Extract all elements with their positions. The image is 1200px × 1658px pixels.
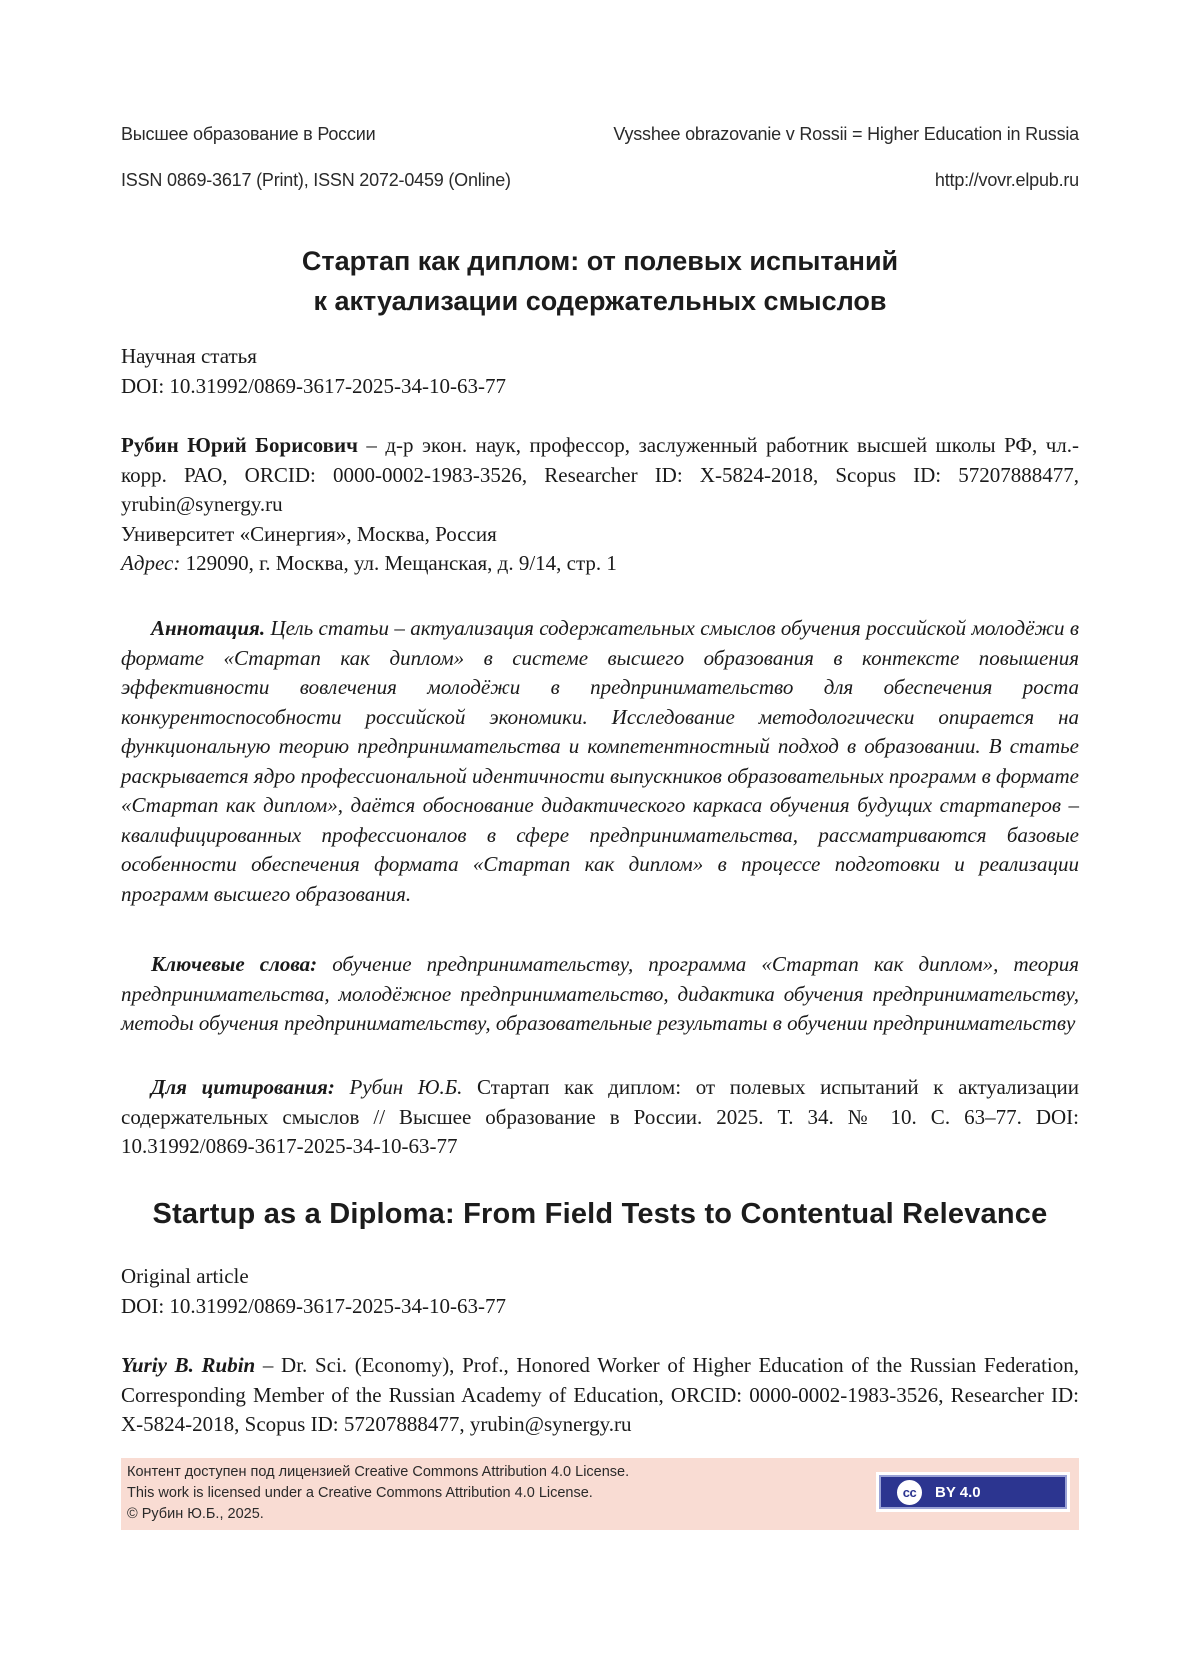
title-ru-line-1: Стартап как диплом: от полевых испытаний (301, 246, 899, 276)
author-name-ru: Рубин Юрий Борисович (121, 433, 358, 457)
cc-badge-inner (879, 1475, 1067, 1509)
article-meta-en (121, 1262, 1079, 1321)
article-title-ru (121, 241, 1079, 321)
cc-by-badge[interactable] (876, 1472, 1070, 1512)
address-label: Адрес: (121, 551, 181, 575)
keywords-paragraph (121, 950, 1079, 1039)
journal-header-row (121, 124, 1079, 145)
keywords-section (121, 950, 1079, 1039)
keywords-text: обучение предпринимательству, программа «Стартап как диплом», теория предпринимательства, молодёжное предпринимательство, дидактика обучения предпринимательству, методы обучения предпринимательству, образовательные результаты в обучении предпринимательству (121, 952, 1079, 1035)
license-line-ru: Контент доступен под лицензией Creative Commons Attribution 4.0 License. (127, 1464, 630, 1480)
citation-text: Стартап как диплом: от полевых испытаний к актуализации содержательных смыслов // Высшее образование в России. 2025. Т. 34. № 10. С. 63–77. DOI: 10.31992/0869-3617-2025-34-10-63-77 (121, 1075, 1079, 1158)
citation-section (121, 1073, 1079, 1162)
title-ru-line-2: к актуализации содержательных смыслов (313, 286, 887, 316)
citation-paragraph (121, 1073, 1079, 1162)
abstract-section (121, 614, 1079, 909)
cc-license-version: BY 4.0 (935, 1483, 981, 1501)
citation-label: Для цитирования: (151, 1075, 335, 1099)
license-box (121, 1458, 1079, 1530)
issn-row (121, 170, 1079, 191)
article-meta-ru (121, 342, 1079, 401)
copyright-line: © Рубин Ю.Б., 2025. (127, 1506, 264, 1522)
article-type-ru: Научная статья (121, 344, 257, 368)
author-name-en: Yuriy B. Rubin (121, 1353, 256, 1377)
author-block-ru (121, 431, 1079, 579)
author-block-en (121, 1351, 1079, 1440)
issn-text: ISSN 0869-3617 (Print), ISSN 2072-0459 (Online) (121, 170, 511, 190)
doi-en[interactable]: DOI: 10.31992/0869-3617-2025-34-10-63-77 (121, 1293, 506, 1318)
keywords-label: Ключевые слова: (151, 952, 318, 976)
citation-authors: Рубин Ю.Б. (334, 1075, 463, 1099)
doi-ru[interactable]: DOI: 10.31992/0869-3617-2025-34-10-63-77 (121, 373, 506, 398)
author-affiliation-ru: Университет «Синергия», Москва, Россия (121, 521, 497, 546)
journal-name-ru: Высшее образование в России (121, 124, 376, 144)
creative-commons-icon: cc (895, 1478, 924, 1507)
abstract-paragraph (121, 614, 1079, 909)
article-title-en: Startup as a Diploma: From Field Tests to Contentual Relevance (152, 1198, 1048, 1230)
license-lines (127, 1462, 629, 1525)
journal-name-en: Vysshee obrazovanie v Rossii = Higher Education in Russia (613, 124, 1079, 144)
journal-url[interactable]: http://vovr.elpub.ru (934, 170, 1079, 190)
address-text: 129090, г. Москва, ул. Мещанская, д. 9/14, стр. 1 (180, 551, 617, 575)
abstract-label: Аннотация. (151, 616, 266, 640)
abstract-text: Цель статьи – актуализация содержательных смыслов обучения российской молодёжи в формате «Стартап как диплом» в системе высшего образования в контексте повышения эффективности вовлечения молодёжи в предпринимательство для обеспечения роста конкурентоспособности российской экономики. Исследование методологически опирается на функциональную теорию предпринимательства и компетентностный подход в образовании. В статье раскрывается ядро профессиональной идентичности выпускников образовательных программ в формате «Стартап как диплом», даётся обоснование дидактического каркаса обучения будущих стартаперов – квалифицированных профессионалов в сфере предпринимательства, рассматриваются базовые особенности обеспечения формата «Стартап как диплом» в процессе подготовки и реализации программ высшего образования. (121, 616, 1079, 906)
author-details-en: – Dr. Sci. (Economy), Prof., Honored Worker of Higher Education of the Russian Federation, Corresponding Member of the Russian Academy of Education, ORCID: 0000-0002-1983-3526, Researcher ID: X-5824-2018, Scopus ID: 57207888477, yrubin@synergy.ru (121, 1353, 1079, 1436)
license-line-en: This work is licensed under a Creative Commons Attribution 4.0 License. (127, 1485, 593, 1501)
article-type-en: Original article (121, 1264, 249, 1288)
author-details-ru: – д-р экон. наук, профессор, заслуженный работник высшей школы РФ, чл.-корр. РАО, ORCID: 0000-0002-1983-3526, Researcher ID: X-5824-2018, Scopus ID: 57207888477, yrubin@synergy.ru (121, 433, 1079, 516)
